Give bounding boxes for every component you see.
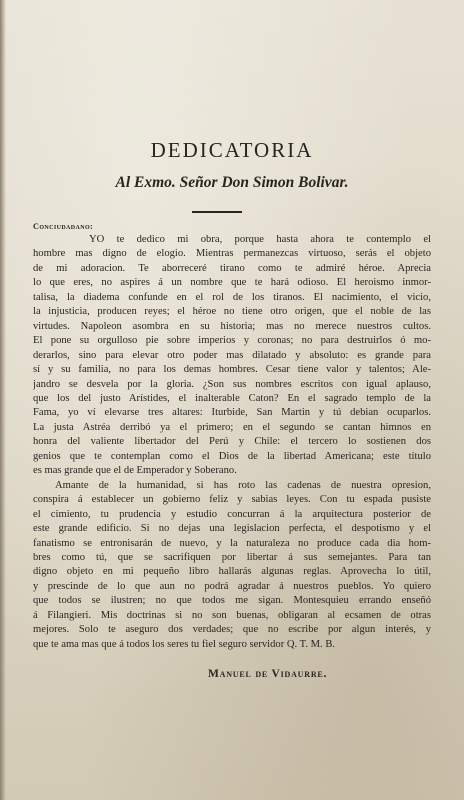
- page-title: DEDICATORIA: [150, 138, 314, 162]
- text-line: lo que eres, no aspires á un nombre que te hará odioso. El heroismo inmor-: [33, 277, 431, 289]
- text-line: conspira á establecer un gobierno feliz y sabias leyes. Con tu espada pusiste: [33, 494, 431, 506]
- text-line: jandro se desvela por la gloria. ¿Son sus nombres escritos con igual aplauso,: [33, 378, 431, 390]
- text-line: La justa Astréa derribó ya el primero; en el segundo se cantan himnos en: [33, 421, 431, 433]
- text-line: fanatismo se entronisarán de nuevo, y la naturaleza no produce cada dia hom-: [33, 537, 431, 549]
- dedication-subtitle: Al Exmo. Señor Don Simon Bolivar.: [115, 174, 349, 191]
- text-line: honra del valiente libertador del Perú y Chile: el tercero lo sostienen dos: [33, 436, 431, 448]
- text-line: Amante de la humanidad, si has roto las cadenas de nuestra opresion,: [55, 479, 431, 491]
- text-line: á Filangieri. Mis doctrinas si no son buenas, obligaran al ecsamen de otras: [33, 609, 431, 621]
- dedication-body: [33, 220, 431, 652]
- text-line: derarlos, sino para elevar otro poder mas dilatado y absoluto: es grande para: [33, 349, 431, 361]
- text-line: digno objeto en mi pequeño libro hallarás algunas reglas. Aprovecha lo útil,: [33, 566, 431, 578]
- page-edge-shadow: [0, 0, 6, 800]
- text-line: que todos se ilustren; no que todos me sigan. Montesquieu errando enseñó: [33, 595, 431, 607]
- title-divider: [192, 211, 242, 213]
- text-line: mejores. Solo te aseguro dos verdades; que no escribe por algun interés, y: [33, 624, 431, 636]
- text-line: es mas grande que el de Emperador y Soberano.: [33, 465, 237, 477]
- text-line: sí y su familia, no para los demas hombres. Cesar tiene valor y talentos; Ale-: [33, 364, 431, 376]
- text-line: este grande edificio. Si no dejas una legislacion perfecta, el despotismo y el: [33, 523, 431, 535]
- text-line: bres como tú, que se sacrifiquen por libertar á sus semejantes. Para tan: [33, 551, 431, 563]
- text-line: talisa, la diadema confunde en el rol de los tiranos. El nacimiento, el vicio,: [33, 291, 431, 303]
- salutation: Conciudadano:: [33, 222, 94, 231]
- text-line: la injusticia, producen reyes; el héroe no tiene otro origen, que el noble de las: [33, 306, 431, 318]
- text-line: el cimiento, tu prudencia y estudio concurran á la arquitectura posterior de: [33, 508, 431, 520]
- text-line: de mi adoracion. Te aborreceré tirano como te admiré héroe. Aprecia: [33, 262, 431, 274]
- text-line: que los del justo Arístides, el inalterable Caton? En el sagrado templo de la: [33, 392, 431, 404]
- text-line: que te ama mas que á todos los seres tu fiel seguro servidor Q. T. M. B.: [33, 638, 336, 650]
- text-line: y prescinde de lo que aun no podrá agradar á nuestros pueblos. Yo quiero: [33, 580, 431, 592]
- text-line: El pone su orgulloso pie sobre imperios y coronas; no para destruirlos ó mo-: [33, 335, 431, 347]
- text-line: hombre mas digno de elogio. Mientras permanezcas virtuoso, serás el objeto: [33, 248, 431, 260]
- author-signature: Manuel de Vidaurre.: [208, 668, 328, 680]
- text-line: genios que te contemplan como el Dios de la libertad Americana; este título: [33, 450, 431, 462]
- paragraphs: [33, 233, 431, 652]
- text-line: YO te dedico mi obra, porque hasta ahora te contemplo el: [89, 234, 431, 245]
- text-line: Fama, yo ví elevarse tres altares: Iturbide, San Martin y tú debian ocuparlos.: [33, 407, 431, 419]
- text-line: virtudes. Napoleon asombra en su historia; mas no merece nuestros cultos.: [33, 320, 431, 332]
